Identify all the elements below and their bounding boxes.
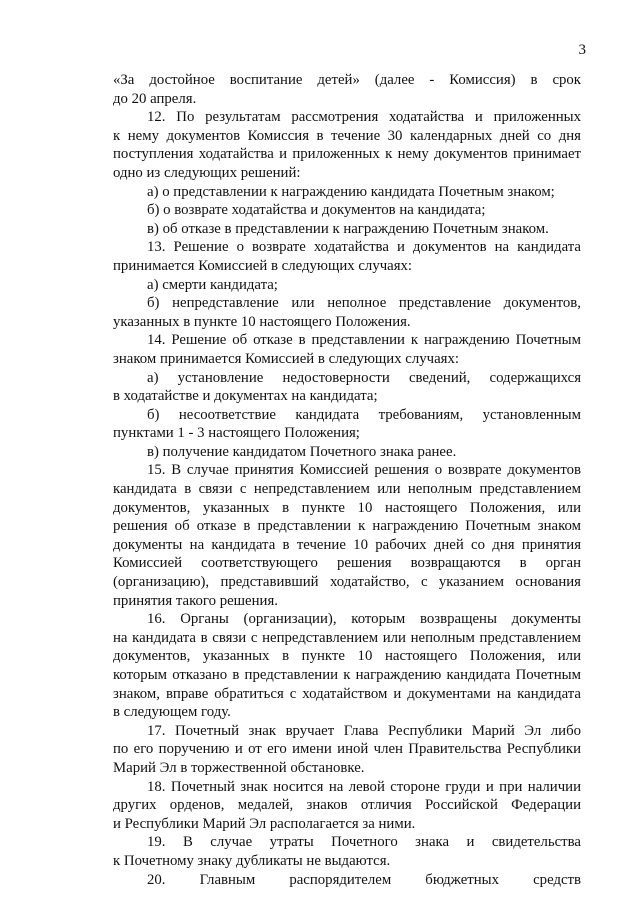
text-line: к нему документов Комиссия в течение 30 календарных дней со дня <box>113 127 581 144</box>
text-line: до 20 апреля. <box>113 90 197 107</box>
text-line: а) о представлении к награждению кандидата Почетным знаком; <box>147 183 555 200</box>
text-line: 17. Почетный знак вручает Глава Республики Марий Эл либо <box>147 722 581 739</box>
text-line: б) несоответствие кандидата требованиям, установленным <box>147 406 581 423</box>
text-line: решения об отказе в представлении к награждению Почетным знаком <box>113 518 581 535</box>
text-line: б) непредставление или неполное представление документов, <box>147 295 581 312</box>
text-line: и Республики Марий Эл располагается за ними. <box>113 815 416 832</box>
text-line: знаком принимается Комиссией в следующих случаях: <box>113 350 459 367</box>
text-line: 14. Решение об отказе в представлении к награждению Почетным <box>147 332 581 349</box>
text-line: которым отказано в представлении к награждению кандидата Почетным <box>113 667 581 683</box>
text-line: знаком, вправе обратиться с ходатайством и документами на кандидата <box>113 685 581 702</box>
text-line: а) смерти кандидата; <box>147 276 278 293</box>
text-line: 20. Главным распорядителем бюджетных средств <box>147 871 581 888</box>
text-line: одно из следующих решений: <box>113 164 301 181</box>
text-line: 16. Органы (организации), которым возвращены документы <box>147 611 581 628</box>
text-line: указанных в пункте 10 настоящего Положения. <box>113 313 411 330</box>
page-number: 3 <box>578 42 586 58</box>
text-line: кандидата в связи с непредставлением или неполным представлением <box>113 481 581 498</box>
text-line: по его поручению и от его имени иной член Правительства Республики <box>113 741 581 758</box>
document-body <box>113 71 581 889</box>
text-line: 18. Почетный знак носится на левой стороне груди и при наличии <box>147 778 581 795</box>
text-line: б) о возврате ходатайства и документов на кандидата; <box>147 202 486 219</box>
text-line: принимается Комиссией в следующих случаях: <box>113 257 413 274</box>
text-line: в) об отказе в представлении к награждению Почетным знаком. <box>147 220 549 237</box>
text-line: других орденов, медалей, знаков отличия Российской Федерации <box>113 797 581 814</box>
text-line: «За достойное воспитание детей» (далее - Комиссия) в срок <box>113 72 581 88</box>
text-line: документов, указанных в пункте 10 настоящего Положения, или <box>113 648 581 665</box>
text-line: а) установление недостоверности сведений, содержащихся <box>147 369 581 386</box>
text-line: пунктами 1 - 3 настоящего Положения; <box>113 425 360 442</box>
text-line: на кандидата в связи с непредставлением или неполным представлением <box>113 629 581 646</box>
text-line: 12. По результатам рассмотрения ходатайства и приложенных <box>147 109 581 126</box>
text-line: Комиссией соответствующего решения возвращаются в орган <box>113 555 581 572</box>
text-line: 13. Решение о возврате ходатайства и документов на кандидата <box>147 239 581 256</box>
text-line: в следующем году. <box>113 704 231 721</box>
text-line: (организацию), представивший ходатайство, с указанием основания <box>113 574 581 591</box>
text-line: поступления ходатайства и приложенных к нему документов принимает <box>113 146 581 163</box>
text-line: Марий Эл в торжественной обстановке. <box>113 759 365 776</box>
text-line: к Почетному знаку дубликаты не выдаются. <box>113 852 391 869</box>
text-line: в ходатайстве и документах на кандидата; <box>113 388 378 405</box>
text-line: документов, указанных в пункте 10 настоящего Положения, или <box>113 499 581 516</box>
text-line: в) получение кандидатом Почетного знака ранее. <box>147 443 457 460</box>
text-line: 15. В случае принятия Комиссией решения о возврате документов <box>147 462 581 479</box>
text-line: принятия такого решения. <box>113 592 278 609</box>
text-line: 19. В случае утраты Почетного знака и свидетельства <box>147 834 581 851</box>
text-line: документы на кандидата в течение 10 рабочих дней со дня принятия <box>113 536 581 553</box>
